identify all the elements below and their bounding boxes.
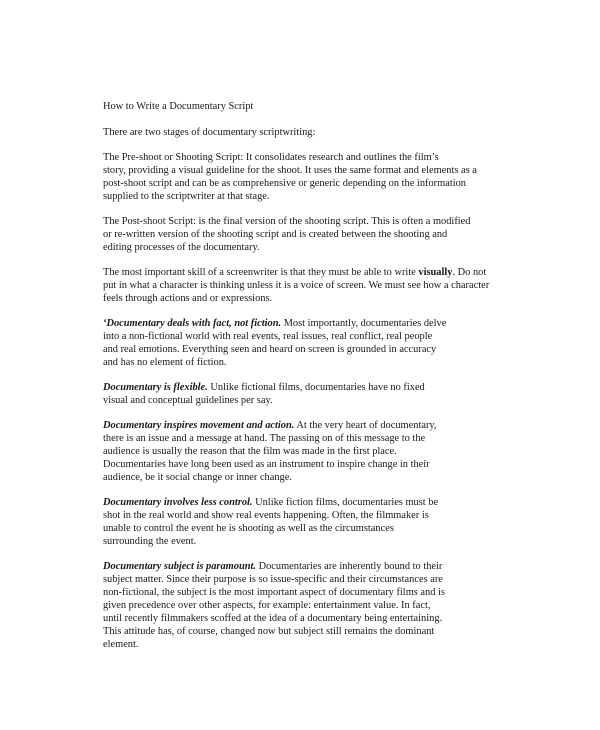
postshoot-paragraph <box>103 215 523 254</box>
text-line: The Pre-shoot or Shooting Script: It consolidates research and outlines the film’s <box>103 152 439 163</box>
text-run: . Do not <box>452 267 487 278</box>
text-line: editing processes of the documentary. <box>103 242 260 253</box>
text-line: there is an issue and a message at hand. The passing on of this message to the <box>103 433 426 444</box>
text-line: or re-written version of the shooting script and is created between the shooting and <box>103 229 448 240</box>
text-run: Unlike fictional films, documentaries have no fixed <box>207 382 425 393</box>
text-line: supplied to the scriptwriter at that stage. <box>103 191 270 202</box>
text-line <box>103 381 523 394</box>
control-paragraph <box>103 496 523 548</box>
text-line: until recently filmmakers scoffed at the idea of a documentary being entertaining. <box>103 613 443 624</box>
fact-paragraph <box>103 317 523 369</box>
text-run: Most importantly, documentaries delve <box>281 318 447 329</box>
text-line: story, providing a visual guideline for the shoot. It uses the same format and elements as a <box>103 165 477 176</box>
flexible-paragraph <box>103 381 523 407</box>
text-run: Unlike fiction films, documentaries must be <box>252 497 439 508</box>
skill-paragraph <box>103 266 523 305</box>
text-line: audience is usually the reason that the film was made in the first place. <box>103 446 397 457</box>
text-line: audience, be it social change or inner change. <box>103 472 292 483</box>
text-line: given precedence over other aspects, for example: entertainment value. In fact, <box>103 600 431 611</box>
text-line: non-fictional, the subject is the most important aspect of documentary films and is <box>103 587 445 598</box>
page-title: How to Write a Documentary Script <box>103 101 254 112</box>
text-line: into a non-fictional world with real events, real issues, real conflict, real people <box>103 331 433 342</box>
text-line: unable to control the event he is shooting as well as the circumstances <box>103 523 394 534</box>
text-line: shot in the real world and show real events happening. Often, the filmmaker is <box>103 510 429 521</box>
text-line <box>103 496 523 509</box>
preshoot-paragraph <box>103 151 523 203</box>
text-line: visual and conceptual guidelines per say. <box>103 395 273 406</box>
paragraph-lead: Documentary inspires movement and action. <box>103 420 295 431</box>
text-line <box>103 560 523 573</box>
paragraph-lead: ‘Documentary deals with fact, not fiction. <box>103 318 282 329</box>
paragraph-lead: Documentary subject is paramount. <box>103 561 256 572</box>
text-line: Documentaries have long been used as an instrument to inspire change in their <box>103 459 430 470</box>
subject-paragraph <box>103 560 523 651</box>
text-run: At the very heart of documentary, <box>294 420 437 431</box>
paragraph-lead: Documentary is flexible. <box>103 382 208 393</box>
paragraph-lead: Documentary involves less control. <box>103 497 253 508</box>
text-line <box>103 419 523 432</box>
text-line: and real emotions. Everything seen and heard on screen is grounded in accuracy <box>103 344 437 355</box>
text-line: feels through actions and or expressions. <box>103 293 273 304</box>
document-body <box>103 100 523 663</box>
text-line: element. <box>103 639 139 650</box>
emphasis-visually: visually <box>418 267 453 278</box>
intro-paragraph: There are two stages of documentary scriptwriting: <box>103 127 316 138</box>
text-line: The Post-shoot Script: is the final version of the shooting script. This is often a modified <box>103 216 471 227</box>
text-line: This attitude has, of course, changed now but subject still remains the dominant <box>103 626 435 637</box>
text-line <box>103 317 523 330</box>
text-line: put in what a character is thinking unless it is a voice of screen. We must see how a character <box>103 280 490 291</box>
text-line: surrounding the event. <box>103 536 197 547</box>
text-line: post-shoot script and can be as comprehensive or generic depending on the information <box>103 178 466 189</box>
inspires-paragraph <box>103 419 523 484</box>
text-run: The most important skill of a screenwriter is that they must be able to write <box>103 267 419 278</box>
text-run: Documentaries are inherently bound to their <box>256 561 443 572</box>
text-line: subject matter. Since their purpose is so issue-specific and their circumstances are <box>103 574 443 585</box>
text-line: and has no element of fiction. <box>103 357 227 368</box>
text-line <box>103 266 523 279</box>
